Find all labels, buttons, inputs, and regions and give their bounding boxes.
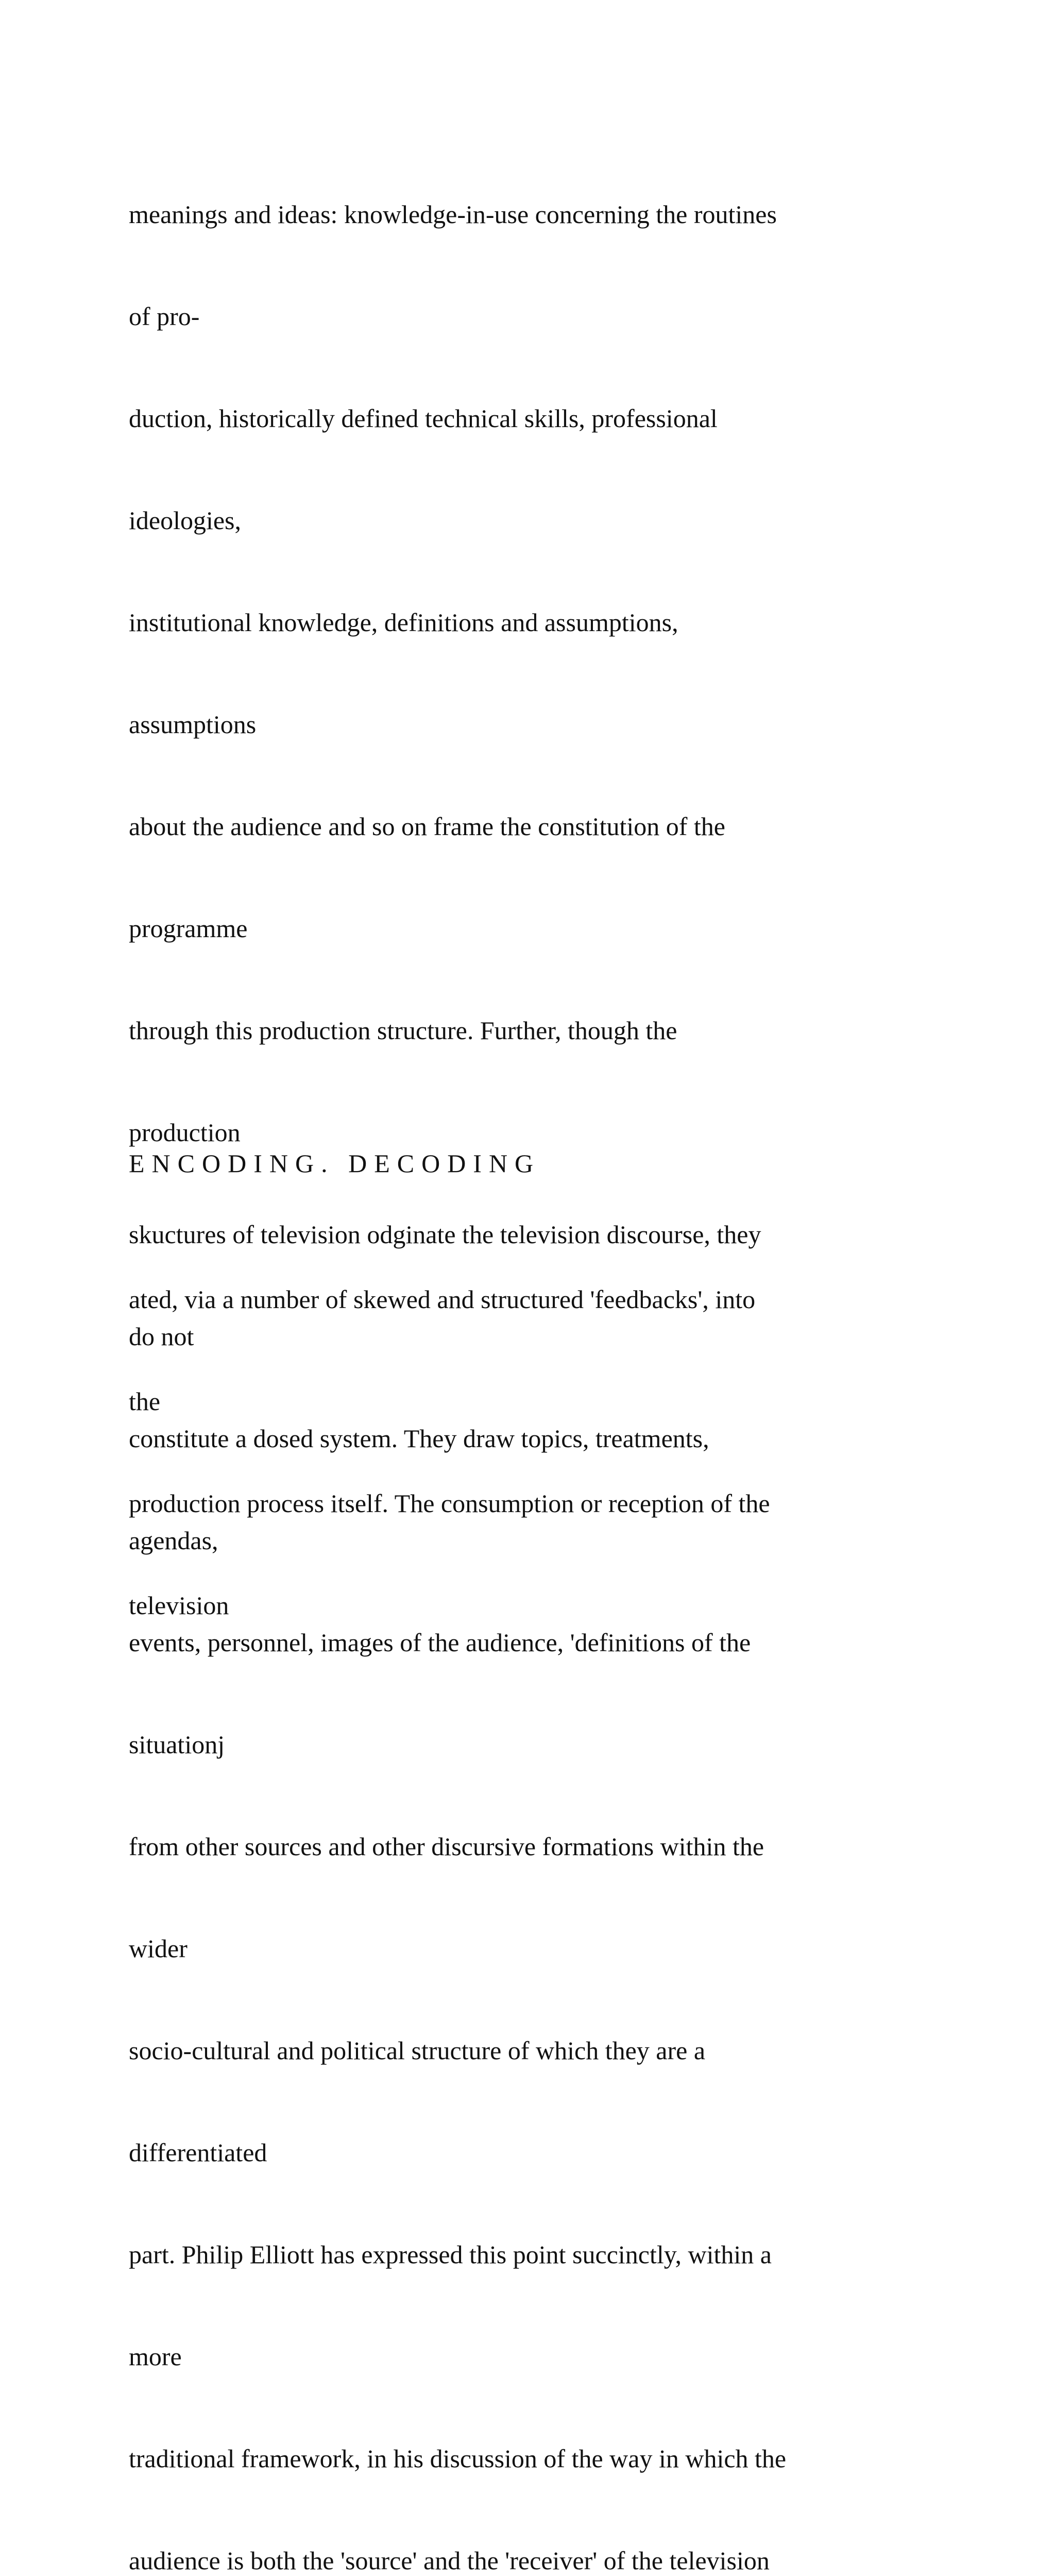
- text-line: do not: [129, 1322, 194, 1351]
- text-line: programme: [129, 914, 248, 943]
- text-line: traditional framework, in his discussion of the way in which the: [129, 2444, 787, 2473]
- text-line: production process itself. The consumption or reception of the: [129, 1489, 770, 1518]
- text-line: skuctures of television odginate the television discourse, they: [129, 1220, 761, 1249]
- text-line: ideologies,: [129, 506, 242, 535]
- text-line: events, personnel, images of the audience, 'definitions of the: [129, 1628, 751, 1657]
- text-line: about the audience and so on frame the constitution of the: [129, 812, 725, 841]
- text-line: of pro-: [129, 302, 200, 331]
- text-line: situationj: [129, 1730, 225, 1759]
- text-line: meanings and ideas: knowledge-in-use concerning the routines: [129, 200, 777, 229]
- text-line: more: [129, 2342, 182, 2371]
- text-line: institutional knowledge, definitions and assumptions,: [129, 608, 678, 637]
- body-text-lower: [129, 1214, 953, 1690]
- text-line: television: [129, 1591, 229, 1620]
- text-line: agendas,: [129, 1526, 218, 1555]
- text-line: audience is both the 'source' and the 'receiver' of the television: [129, 2546, 770, 2575]
- text-line: duction, historically defined technical skills, professional: [129, 404, 718, 433]
- text-line: constitute a dosed system. They draw topics, treatments,: [129, 1424, 709, 1453]
- text-line: through this production structure. Further, though the: [129, 1016, 677, 1045]
- text-line: production: [129, 1118, 241, 1147]
- text-line: wider: [129, 1934, 188, 1963]
- running-heading: ENCODING. DECODING: [129, 1149, 541, 1178]
- text-line: assumptions: [129, 710, 257, 739]
- text-line: ated, via a number of skewed and structured 'feedbacks', into: [129, 1285, 756, 1314]
- text-line: the: [129, 1387, 161, 1416]
- text-line: differentiated: [129, 2138, 267, 2167]
- text-line: from other sources and other discursive formations within the: [129, 1832, 764, 1861]
- text-line: part. Philip Elliott has expressed this point succinctly, within a: [129, 2240, 772, 2269]
- text-line: socio-cultural and political structure of which they are a: [129, 2036, 706, 2065]
